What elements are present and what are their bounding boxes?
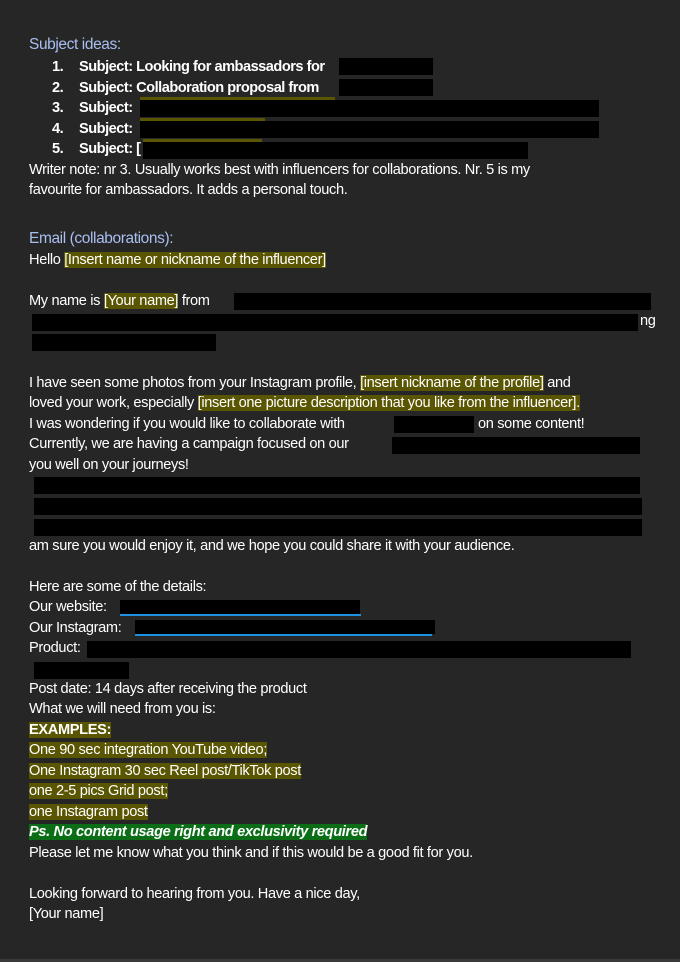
signature-line: [Your name]: [29, 906, 104, 922]
list-number: 5.: [52, 141, 64, 157]
examples-label-line: [29, 720, 111, 740]
your-name-placeholder: [Your name]: [103, 293, 179, 309]
instagram-link-underline: [135, 634, 432, 636]
redacted-block: [87, 641, 631, 658]
intro-line: [29, 291, 210, 311]
ps-note-line: [29, 822, 367, 842]
p2-text: I was wondering if you would like to collaborate with: [29, 416, 345, 432]
example-item-3: [29, 781, 168, 801]
redacted-block: [394, 416, 474, 433]
subject-label: Subject:: [79, 100, 133, 116]
post-date-line: Post date: 14 days after receiving the product: [29, 681, 307, 697]
redacted-block: [392, 437, 640, 454]
greeting-text: Hello: [29, 252, 65, 268]
subject-label: Subject:: [79, 121, 133, 137]
redacted-block: [34, 519, 642, 536]
writer-note-line-2: favourite for ambassadors. It adds a personal touch.: [29, 182, 348, 198]
example-text: One Instagram 30 sec Reel post/TikTok post: [29, 763, 301, 779]
subject-item-3: [52, 98, 133, 118]
details-heading: Here are some of the details:: [29, 579, 207, 595]
email-heading: Email (collaborations):: [29, 230, 174, 247]
subject-item-1: [52, 57, 325, 77]
subject-item-2: [52, 78, 319, 98]
paragraph-2-line-9: am sure you would enjoy it, and we hope you could share it with your audience.: [29, 538, 515, 554]
paragraph-2-line-2: [29, 393, 580, 413]
redacted-block: [34, 498, 642, 515]
example-item-2: [29, 761, 301, 781]
p2-text: Currently, we are having a campaign focused on our: [29, 436, 349, 452]
redacted-block: [140, 121, 599, 138]
profile-nickname-placeholder: [insert nickname of the profile]: [360, 375, 544, 391]
paragraph-2-line-5: you well on your journeys!: [29, 457, 189, 473]
example-text: one 2-5 pics Grid post;: [29, 783, 168, 799]
redacted-block: [34, 662, 129, 679]
picture-description-placeholder: [insert one picture description that you like from the influencer]: [197, 395, 577, 411]
example-item-4: [29, 802, 148, 822]
redacted-block: [143, 142, 528, 159]
examples-label: EXAMPLES:: [29, 722, 111, 738]
intro-line-2-tail: ng: [640, 313, 656, 329]
product-label: Product:: [29, 640, 81, 656]
p2-suffix: .: [576, 395, 580, 411]
example-item-1: [29, 740, 267, 760]
redacted-block: [339, 58, 433, 75]
redacted-block: [234, 293, 651, 310]
subject-label: Subject:: [79, 80, 133, 96]
instagram-link-redacted[interactable]: [135, 620, 435, 634]
p2-suffix: and: [543, 375, 571, 391]
example-text: One 90 sec integration YouTube video;: [29, 742, 268, 758]
subject-item-4: [52, 119, 133, 139]
intro-text: My name is: [29, 293, 104, 309]
p2-text: I have seen some photos from your Instagram profile,: [29, 375, 361, 391]
paragraph-2-line-1: [29, 373, 571, 393]
list-number: 3.: [52, 100, 64, 116]
list-number: 2.: [52, 80, 64, 96]
redacted-block: [32, 334, 216, 351]
intro-suffix: from: [178, 293, 210, 309]
example-text: one Instagram post: [29, 804, 148, 820]
ps-note: Ps. No content usage right and exclusivity required: [29, 824, 368, 840]
list-number: 4.: [52, 121, 64, 137]
website-line: [29, 597, 107, 617]
subject-text: [: [136, 141, 141, 157]
subject-text: Looking for ambassadors for: [136, 59, 325, 75]
list-number: 1.: [52, 59, 64, 75]
influencer-name-placeholder: [Insert name or nickname of the influencer]: [64, 252, 326, 268]
instagram-label: Our Instagram:: [29, 620, 122, 636]
redacted-block: [140, 100, 599, 117]
sign-off-line: Looking forward to hearing from you. Have a nice day,: [29, 886, 360, 902]
greeting-line: [29, 250, 326, 270]
subject-label: Subject:: [79, 141, 133, 157]
redacted-block: [34, 477, 640, 494]
redacted-block: [339, 79, 433, 96]
subject-item-5: [52, 139, 141, 159]
closing-question-line: Please let me know what you think and if this would be a good fit for you.: [29, 845, 473, 861]
need-intro-line: What we will need from you is:: [29, 701, 216, 717]
paragraph-2-line-3: [29, 414, 345, 434]
p2-text: loved your work, especially: [29, 395, 198, 411]
writer-note-line-1: Writer note: nr 3. Usually works best with influencers for collaborations. Nr. 5 is my: [29, 162, 530, 178]
paragraph-2-line-3-suffix: on some content!: [478, 416, 585, 432]
website-link-underline: [120, 614, 361, 616]
redacted-block: [32, 314, 638, 331]
website-label: Our website:: [29, 599, 107, 615]
website-link-redacted[interactable]: [120, 600, 360, 614]
paragraph-2-line-4: [29, 434, 349, 454]
product-line: [29, 638, 81, 658]
subject-text: Collaboration proposal from: [136, 80, 319, 96]
subject-ideas-heading: Subject ideas:: [29, 36, 121, 53]
instagram-line: [29, 618, 121, 638]
subject-label: Subject:: [79, 59, 133, 75]
